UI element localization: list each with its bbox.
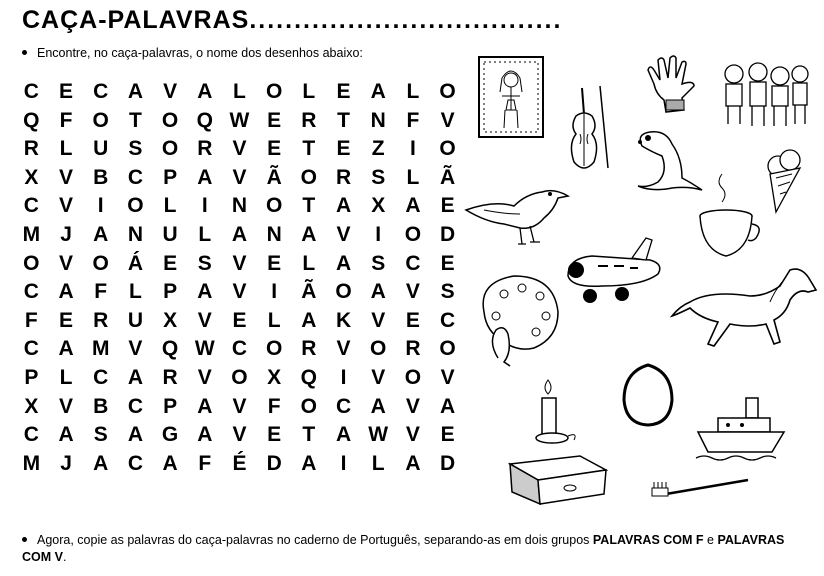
grid-letter: K (335, 308, 352, 332)
grid-letter: V (232, 251, 247, 275)
grid-letter: J (60, 222, 72, 246)
grid-letter: É (232, 451, 247, 475)
grid-letter: I (97, 194, 104, 218)
grid-letter: A (197, 80, 213, 103)
airplane-picture (562, 236, 666, 308)
grid-letter: R (301, 337, 317, 361)
grid-letter: V (59, 251, 74, 275)
grid-letter: O (404, 365, 422, 389)
grid-letter: V (336, 222, 351, 246)
grid-letter: C (127, 394, 143, 418)
grid-letter: E (267, 423, 282, 447)
crow-picture (464, 180, 574, 250)
grid-letter: A (58, 280, 74, 304)
grid-letter: L (59, 137, 73, 161)
grid-letter: L (59, 365, 73, 389)
grid-letter: R (23, 137, 39, 161)
grid-letter: O (161, 108, 179, 132)
ship-picture (694, 394, 786, 464)
grid-letter: F (24, 308, 38, 332)
grid-row (14, 307, 465, 336)
grid-letter: M (91, 337, 110, 361)
candle-picture (534, 378, 580, 448)
grid-letter: P (163, 280, 178, 304)
grid-letter: A (301, 222, 317, 246)
peacock-picture (474, 272, 564, 368)
grid-letter: C (23, 194, 39, 218)
grid-letter: W (194, 337, 215, 361)
grid-letter: A (301, 451, 317, 475)
grid-letter: O (23, 251, 40, 275)
grid-letter: I (340, 451, 347, 475)
grid-letter: T (302, 194, 316, 218)
grid-letter: X (371, 194, 386, 218)
grid-letter: O (439, 337, 456, 361)
grid-letter: A (127, 423, 143, 447)
grid-letter: A (335, 423, 352, 447)
grid-letter: U (162, 222, 178, 246)
footer-mid: e (703, 533, 718, 547)
grid-letter: E (59, 308, 74, 332)
grid-letter: E (267, 137, 282, 161)
grid-letter: A (405, 194, 421, 218)
grid-letter: O (335, 280, 352, 304)
grid-letter: Q (23, 108, 40, 132)
grid-letter: U (127, 308, 143, 332)
grid-letter: E (440, 423, 455, 447)
bullet-icon (22, 537, 27, 542)
grid-letter: C (127, 451, 143, 475)
grid-letter: V (371, 308, 386, 332)
instruction-text: Encontre, no caça-palavras, o nome dos desenhos abaixo: (37, 46, 363, 60)
word-search-grid (14, 78, 465, 478)
grid-letter: E (336, 137, 351, 161)
grid-letter: A (370, 280, 386, 304)
grid-row (14, 335, 465, 364)
grid-letter: I (375, 222, 382, 246)
grid-letter: W (229, 108, 250, 132)
grid-letter: F (59, 108, 73, 132)
grid-letter: Q (161, 337, 179, 361)
grid-letter: E (59, 80, 74, 103)
grid-letter: A (197, 394, 213, 418)
grid-letter: R (301, 108, 317, 132)
grid-letter: V (371, 365, 386, 389)
grid-letter: C (23, 423, 39, 447)
grid-letter: E (336, 80, 351, 103)
grid-letter: E (405, 308, 420, 332)
grid-letter: C (23, 337, 39, 361)
footer-bold-v: PALAVRAS COM V (22, 533, 785, 564)
grid-letter: D (440, 451, 456, 475)
grid-letter: M (22, 451, 41, 475)
grid-letter: O (370, 337, 387, 361)
footer-text: Agora, copie as palavras do caça-palavras no caderno de Português, separando-as em dois grupos (37, 533, 593, 547)
horse-picture (670, 262, 818, 358)
grid-row (14, 278, 465, 307)
grid-letter: O (265, 80, 283, 103)
grid-letter: I (340, 365, 347, 389)
grid-letter: A (127, 80, 143, 103)
grid-letter: Á (127, 251, 143, 275)
grid-row (14, 421, 465, 450)
grid-row (14, 135, 465, 164)
grid-letter: N (231, 194, 248, 218)
grid-letter: X (24, 165, 39, 189)
grid-letter: A (58, 423, 74, 447)
grid-letter: T (302, 423, 316, 447)
grid-letter: O (265, 337, 283, 361)
grid-letter: N (266, 222, 282, 246)
grid-letter: V (440, 108, 455, 132)
grid-letter: V (232, 165, 247, 189)
grid-letter: C (93, 80, 109, 103)
grid-letter: E (440, 251, 455, 275)
grid-letter: C (23, 280, 39, 304)
grid-letter: A (197, 280, 213, 304)
grid-letter: R (197, 137, 213, 161)
ice-cream-picture (764, 148, 806, 214)
grid-letter: A (93, 451, 109, 475)
grid-letter: C (23, 80, 39, 103)
grid-letter: R (335, 165, 352, 189)
grid-letter: V (232, 137, 247, 161)
grid-letter: O (439, 80, 456, 103)
grid-letter: V (59, 394, 74, 418)
grid-letter: Q (196, 108, 213, 132)
grid-letter: W (368, 423, 389, 447)
grid-letter: Ã (440, 165, 456, 189)
grid-row (14, 164, 465, 193)
title-text: CAÇA-PALAVRAS (22, 6, 250, 34)
grid-letter: S (93, 423, 108, 447)
grid-letter: A (440, 394, 456, 418)
grid-row (14, 107, 465, 136)
grid-letter: X (24, 394, 39, 418)
grid-row (14, 393, 465, 422)
grid-letter: J (60, 451, 72, 475)
grid-letter: A (335, 251, 352, 275)
grid-letter: V (232, 280, 247, 304)
title-dots: ................................... (249, 6, 563, 34)
footer-bold-f: PALAVRAS COM F (592, 533, 704, 547)
grid-letter: R (405, 337, 421, 361)
grid-letter: V (405, 394, 420, 418)
grid-letter: C (440, 308, 456, 332)
grid-letter: B (93, 394, 109, 418)
grid-row (14, 364, 465, 393)
grid-letter: S (197, 251, 212, 275)
grid-letter: A (405, 451, 421, 475)
grid-letter: O (92, 108, 109, 132)
grid-letter: L (406, 165, 420, 189)
grid-letter: V (59, 194, 74, 218)
grid-letter: S (371, 251, 386, 275)
grid-letter: O (300, 165, 318, 189)
grid-letter: X (163, 308, 178, 332)
grid-letter: A (370, 80, 386, 103)
grid-letter: E (267, 251, 282, 275)
grid-letter: V (336, 337, 351, 361)
cup-picture (696, 172, 762, 262)
grid-letter: V (128, 337, 143, 361)
grid-letter: Ã (301, 280, 317, 304)
grid-letter: R (162, 365, 178, 389)
grid-letter: O (265, 194, 283, 218)
grid-letter: V (59, 165, 74, 189)
grid-letter: I (409, 137, 416, 161)
grid-letter: Ã (266, 165, 282, 189)
grid-letter: V (197, 308, 212, 332)
grid-letter: V (405, 280, 420, 304)
photo-frame-picture (478, 56, 544, 138)
footer-end: . (62, 550, 67, 564)
grid-row (14, 250, 465, 279)
glove-picture (644, 54, 700, 114)
grid-row (14, 78, 465, 107)
grid-row (14, 221, 465, 250)
grid-letter: L (371, 451, 385, 475)
grid-letter: L (406, 80, 420, 103)
grid-letter: O (300, 394, 318, 418)
egg-picture (620, 362, 676, 428)
grid-letter: L (302, 80, 316, 103)
grid-letter: L (163, 194, 177, 218)
grid-letter: I (271, 280, 278, 304)
grid-letter: D (440, 222, 456, 246)
grid-letter: L (302, 251, 316, 275)
grid-letter: O (161, 137, 179, 161)
grid-letter: V (197, 365, 212, 389)
drawer-picture (508, 452, 608, 506)
grid-letter: M (22, 222, 41, 246)
grid-letter: A (335, 194, 352, 218)
grid-letter: C (405, 251, 421, 275)
grid-letter: A (197, 423, 213, 447)
grid-letter: O (92, 251, 109, 275)
grid-row (14, 192, 465, 221)
grid-letter: P (163, 394, 178, 418)
grid-letter: C (335, 394, 352, 418)
grid-letter: O (231, 365, 248, 389)
grid-letter: Q (300, 365, 318, 389)
grid-letter: A (58, 337, 74, 361)
grid-letter: C (127, 165, 143, 189)
grid-letter: C (231, 337, 248, 361)
violin-picture (560, 84, 618, 176)
grid-letter: E (232, 308, 247, 332)
grid-letter: R (93, 308, 109, 332)
grid-letter: S (371, 165, 386, 189)
grid-letter: L (267, 308, 281, 332)
grid-letter: S (128, 137, 143, 161)
grid-letter: A (370, 394, 386, 418)
grid-letter: Z (371, 137, 385, 161)
grid-letter: L (233, 80, 246, 103)
grid-letter: A (197, 165, 213, 189)
grid-letter: D (266, 451, 282, 475)
grid-letter: B (93, 165, 109, 189)
grid-letter: A (162, 451, 178, 475)
grid-letter: T (337, 108, 350, 132)
grid-letter: A (231, 222, 248, 246)
grid-letter: V (405, 423, 420, 447)
grid-letter: T (302, 137, 316, 161)
grid-letter: A (93, 222, 109, 246)
grid-letter: A (301, 308, 317, 332)
grid-letter: E (267, 108, 282, 132)
grid-letter: I (201, 194, 208, 218)
grid-letter: F (267, 394, 281, 418)
toothbrush-picture (648, 476, 752, 502)
instruction (22, 46, 363, 60)
grid-letter: P (163, 165, 178, 189)
grid-letter: T (128, 108, 142, 132)
grid-letter: V (232, 394, 247, 418)
grid-letter: E (163, 251, 178, 275)
grid-letter: N (127, 222, 143, 246)
grid-letter: F (406, 108, 420, 132)
grid-letter: S (440, 280, 455, 304)
bullet-icon (22, 50, 27, 55)
grid-letter: N (370, 108, 386, 132)
grid-letter: C (93, 365, 109, 389)
footer-instruction (22, 532, 812, 566)
grid-row (14, 450, 465, 479)
grid-letter: E (440, 194, 455, 218)
grid-letter: G (161, 423, 179, 447)
grid-letter: V (440, 365, 455, 389)
grid-letter: O (439, 137, 456, 161)
children-picture (720, 60, 812, 130)
grid-letter: L (198, 222, 212, 246)
grid-letter: P (24, 365, 39, 389)
grid-letter: V (163, 80, 178, 103)
page-title (22, 6, 562, 35)
grid-letter: O (127, 194, 144, 218)
grid-letter: A (127, 365, 143, 389)
grid-letter: F (198, 451, 212, 475)
grid-letter: V (232, 423, 247, 447)
grid-letter: X (267, 365, 282, 389)
grid-letter: L (128, 280, 142, 304)
grid-letter: U (93, 137, 109, 161)
grid-letter: O (404, 222, 422, 246)
grid-letter: F (94, 280, 108, 304)
